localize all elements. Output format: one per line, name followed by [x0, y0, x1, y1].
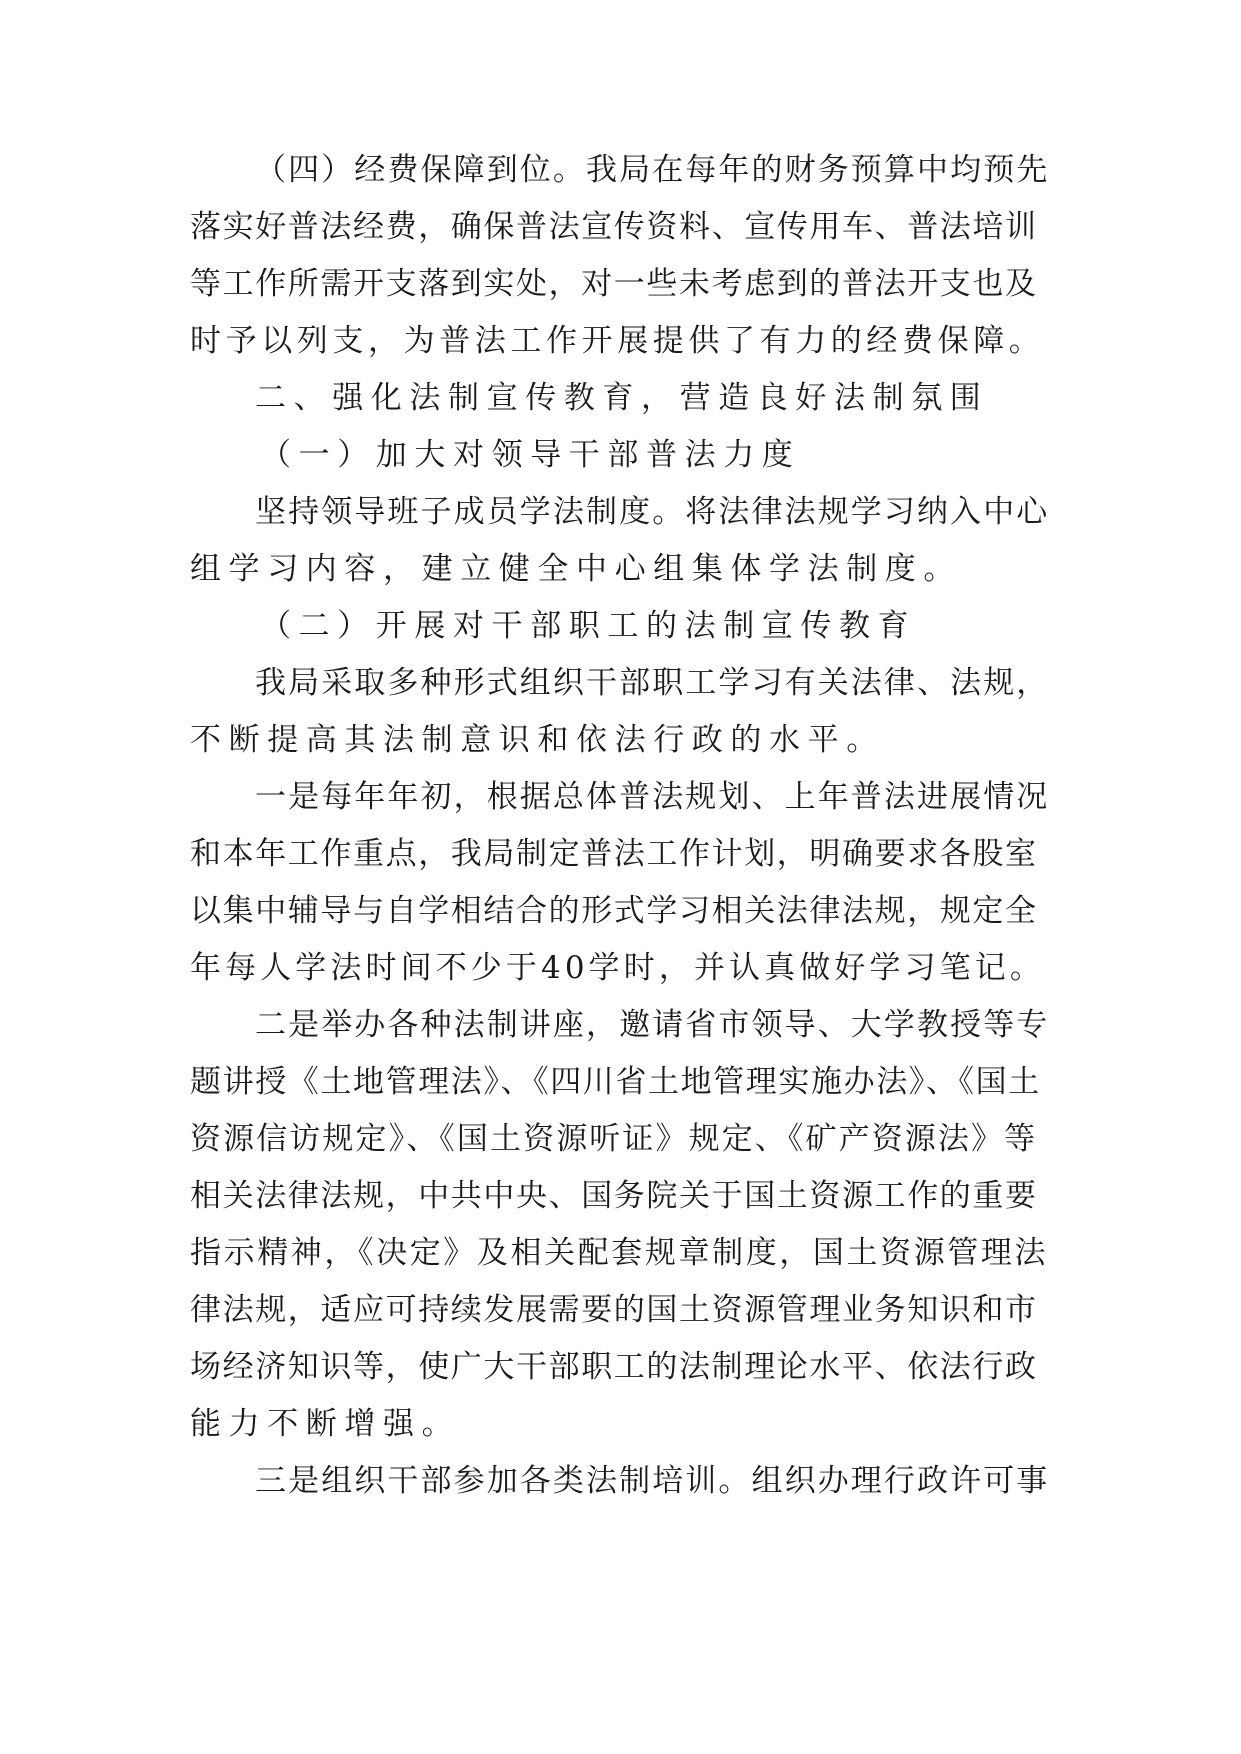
paragraph-second-line-6: 律法规，适应可持续发展需要的国土资源管理业务知识和市 — [190, 1292, 1038, 1328]
paragraph-first-line-1: 一是每年年初，根据总体普法规划、上年普法进展情况 — [255, 779, 1050, 815]
paragraph-first-line-3: 以集中辅导与自学相结合的形式学习相关法律法规，规定全 — [190, 893, 1038, 929]
paragraph-funding-line-4: 时予以列支，为普法工作开展提供了有力的经费保障。 — [190, 323, 1045, 359]
paragraph-second-line-8: 能力不断增强。 — [190, 1406, 461, 1442]
paragraph-staff-line-2: 不断提高其法制意识和依法行政的水平。 — [190, 722, 885, 758]
paragraph-first-line-2: 和本年工作重点，我局制定普法工作计划，明确要求各股室 — [190, 836, 1038, 872]
paragraph-second-line-7: 场经济知识等，使广大干部职工的法制理论水平、依法行政 — [190, 1349, 1038, 1385]
paragraph-funding-line-3: 等工作所需开支落到实处，对一些未考虑到的普法开支也及 — [190, 266, 1038, 302]
paragraph-funding-line-2: 落实好普法经费，确保普法宣传资料、宣传用车、普法培训 — [190, 209, 1038, 245]
paragraph-second-line-3: 资源信访规定》、《国土资源听证》规定、《矿产资源法》等 — [190, 1121, 1038, 1157]
paragraph-staff-line-1: 我局采取多种形式组织干部职工学习有关法律、法规， — [255, 665, 1050, 701]
paragraph-third-line-1: 三是组织干部参加各类法制培训。组织办理行政许可事 — [255, 1463, 1050, 1499]
paragraph-second-line-4: 相关法律法规，中共中央、国务院关于国土资源工作的重要 — [190, 1178, 1038, 1214]
subsection-heading-1: （一）加大对领导干部普法力度 — [260, 437, 801, 473]
subsection-heading-2: （二）开展对干部职工的法制宣传教育 — [260, 608, 917, 644]
section-heading-2: 二、强化法制宣传教育，营造良好法制氛围 — [255, 380, 989, 416]
paragraph-second-line-1: 二是举办各种法制讲座，邀请省市领导、大学教授等专 — [255, 1007, 1050, 1043]
paragraph-leaders-line-1: 坚持领导班子成员学法制度。将法律法规学习纳入中心 — [255, 494, 1050, 530]
paragraph-second-line-2: 题讲授《土地管理法》、《四川省土地管理实施办法》、《国土 — [190, 1064, 1041, 1100]
paragraph-funding-line-1: （四）经费保障到位。我局在每年的财务预算中均预先 — [255, 152, 1050, 188]
paragraph-second-line-5: 指示精神，《决定》及相关配套规章制度，国土资源管理法 — [190, 1235, 1049, 1271]
paragraph-first-line-4: 年每人学法时间不少于40学时，并认真做好学习笔记。 — [190, 950, 1045, 986]
paragraph-leaders-line-2: 组学习内容，建立健全中心组集体学法制度。 — [190, 551, 962, 587]
